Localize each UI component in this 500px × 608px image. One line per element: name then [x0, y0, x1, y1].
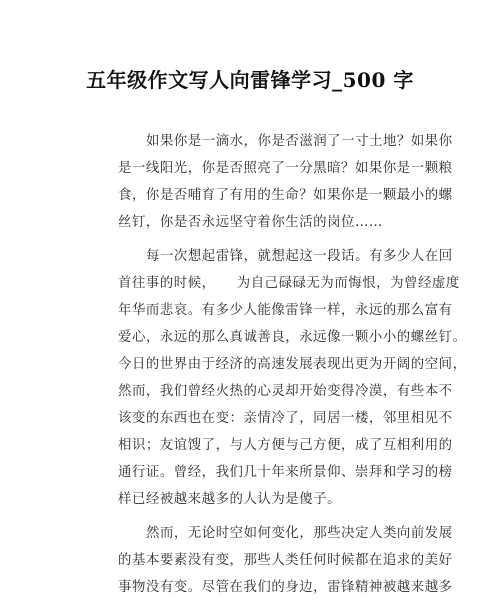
text-line: 食，你是否哺育了有用的生命？如果你是一颗最小的螺 [118, 188, 453, 203]
text-line: 样已经被越来越多的人认为是傻子。 [118, 492, 342, 507]
document-body [118, 128, 467, 608]
text-line: 丝钉，你是否永远坚守着你生活的岗位…… [118, 215, 383, 230]
text-line: 事物没有变。尽管在我们的身边，雷锋精神被越来越多 [118, 580, 453, 595]
text-line: 每一次想起雷锋，就想起这一段话。有多少人在回 [146, 249, 453, 264]
paragraph-2 [118, 243, 467, 513]
text-line: 然而，无论时空如何变化，那些决定人类向前发展 [146, 526, 453, 541]
text-line: 相识；友谊馊了，与人方便与己方便，成了互相利用的 [118, 438, 453, 453]
text-line: 该变的东西也在变：亲情冷了，同居一楼，邻里相见不 [118, 411, 453, 426]
text-line: 今日的世界由于经济的高速发展表现出更为开阔的空间， [118, 357, 467, 372]
text-line: 如果你是一滴水，你是否滋润了一寸土地？如果你 [146, 134, 453, 149]
text-line: 然而，我们曾经火热的心灵却开始变得冷漠，有些本不 [118, 384, 453, 399]
text-line: 爱心，永远的那么真诚善良，永远像一颗小小的螺丝钉。 [118, 330, 467, 345]
text-line: 首往事的时候， 为自己碌碌无为而悔恨，为曾经虚度 [118, 276, 460, 291]
paragraph-1 [118, 128, 453, 236]
text-line: 是一线阳光，你是否照亮了一分黑暗？如果你是一颗粮 [118, 161, 453, 176]
text-line: 通行证。曾经，我们几十年来所景仰、崇拜和学习的榜 [118, 465, 453, 480]
text-line: 的基本要素没有变，那些人类任何时候都在追求的美好 [118, 553, 453, 568]
text-line: 年华而悲哀。有多少人能像雷锋一样，永远的那么富有 [118, 303, 453, 318]
paragraph-3 [118, 520, 453, 601]
document-title: 五年级作文写人向雷锋学习_500 字 [86, 68, 414, 92]
